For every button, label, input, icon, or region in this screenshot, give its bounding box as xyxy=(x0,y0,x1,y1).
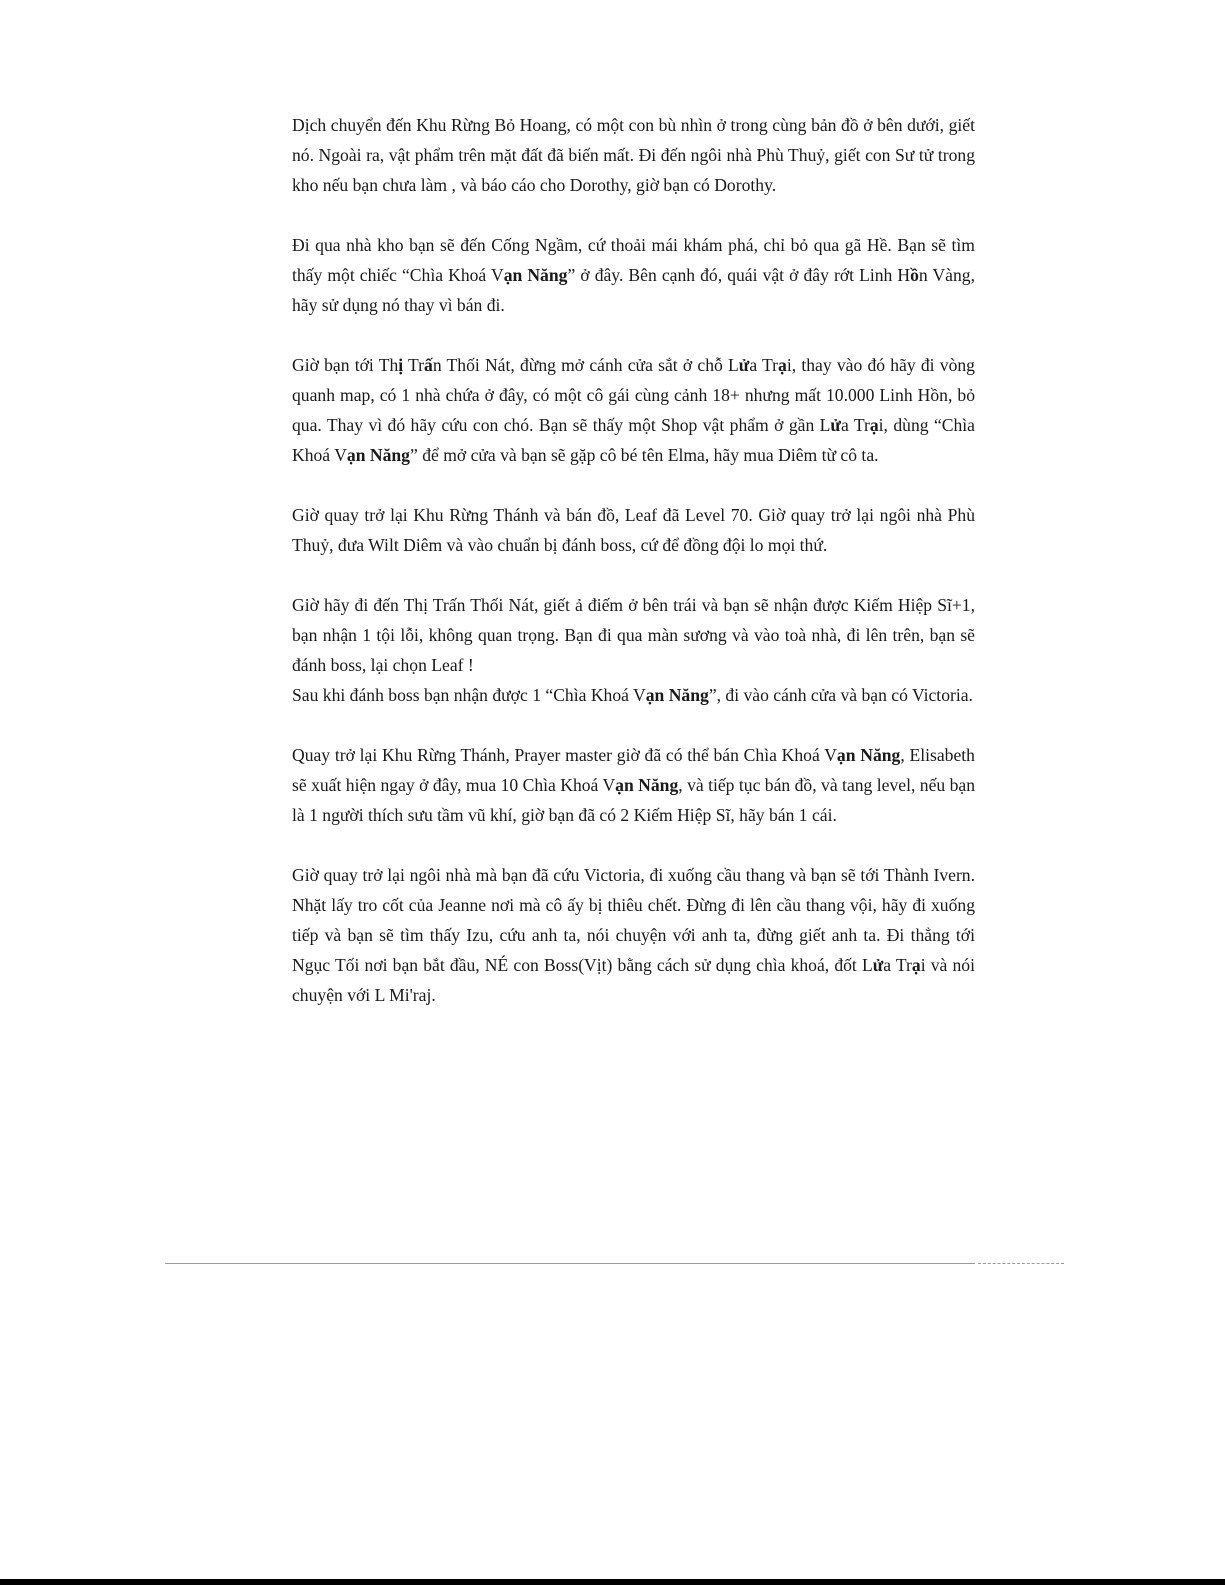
page-divider xyxy=(165,1263,975,1264)
page-divider-dashed xyxy=(978,1263,1064,1264)
paragraph-2: Đi qua nhà kho bạn sẽ đến Cống Ngầm, cứ thoải mái khám phá, chỉ bỏ qua gã Hề. Bạn sẽ tìm thấy một chiếc “Chìa Khoá Vạn Năng” ở đây. Bên cạnh đó, quái vật ở đây rớt Linh Hồn Vàng, hãy sử dụng nó thay vì bán đi. xyxy=(292,235,975,315)
paragraph-1: Dịch chuyển đến Khu Rừng Bỏ Hoang, có một con bù nhìn ở trong cùng bản đồ ở bên dưới, giết nó. Ngoài ra, vật phẩm trên mặt đất đã biến mất. Đi đến ngôi nhà Phù Thuỷ, giết con Sư tử trong kho nếu bạn chưa làm , và báo cáo cho Dorothy, giờ bạn có Dorothy. xyxy=(292,115,975,195)
document-body xyxy=(292,110,975,1040)
paragraph-8: Giờ quay trở lại ngôi nhà mà bạn đã cứu Victoria, đi xuống cầu thang và bạn sẽ tới Thành Ivern. Nhặt lấy tro cốt của Jeanne nơi mà cô ấy bị thiêu chết. Đừng đi lên cầu thang vội, hãy đi xuống tiếp và bạn sẽ tìm thấy Izu, cứu anh ta, nói chuyện với anh ta, đừng giết anh ta. Đi thẳng tới Ngục Tối nơi bạn bắt đầu, NÉ con Boss(Vịt) bằng cách sử dụng chìa khoá, đốt Lửa Trại và nói chuyện với L Mi'raj. xyxy=(292,865,975,1005)
paragraph-4: Giờ quay trở lại Khu Rừng Thánh và bán đồ, Leaf đã Level 70. Giờ quay trở lại ngôi nhà Phù Thuỷ, đưa Wilt Diêm và vào chuẩn bị đánh boss, cứ để đồng đội lo mọi thứ. xyxy=(292,505,975,555)
paragraph-3: Giờ bạn tới Thị Trấn Thối Nát, đừng mở cánh cửa sắt ở chỗ Lửa Trại, thay vào đó hãy đi vòng quanh map, có 1 nhà chứa ở đây, có một cô gái cùng cảnh 18+ nhưng mất 10.000 Linh Hồn, bỏ qua. Thay vì đó hãy cứu con chó. Bạn sẽ thấy một Shop vật phẩm ở gần Lửa Trại, dùng “Chìa Khoá Vạn Năng” để mở cửa và bạn sẽ gặp cô bé tên Elma, hãy mua Diêm từ cô ta. xyxy=(292,355,975,465)
paragraph-5: Giờ hãy đi đến Thị Trấn Thối Nát, giết ả điếm ở bên trái và bạn sẽ nhận được Kiếm Hiệp Sĩ+1, bạn nhận 1 tội lỗi, không quan trọng. Bạn đi qua màn sương và vào toà nhà, đi lên trên, bạn sẽ đánh boss, lại chọn Leaf ! xyxy=(292,595,975,675)
paragraph-7: Quay trở lại Khu Rừng Thánh, Prayer master giờ đã có thể bán Chìa Khoá Vạn Năng, Elisabeth sẽ xuất hiện ngay ở đây, mua 10 Chìa Khoá Vạn Năng, và tiếp tục bán đồ, và tang level, nếu bạn là 1 người thích sưu tầm vũ khí, giờ bạn đã có 2 Kiếm Hiệp Sĩ, hãy bán 1 cái. xyxy=(292,745,975,825)
paragraph-6: Sau khi đánh boss bạn nhận được 1 “Chìa Khoá Vạn Năng”, đi vào cánh cửa và bạn có Victoria. xyxy=(292,685,973,705)
page-bottom-edge xyxy=(0,1579,1225,1585)
